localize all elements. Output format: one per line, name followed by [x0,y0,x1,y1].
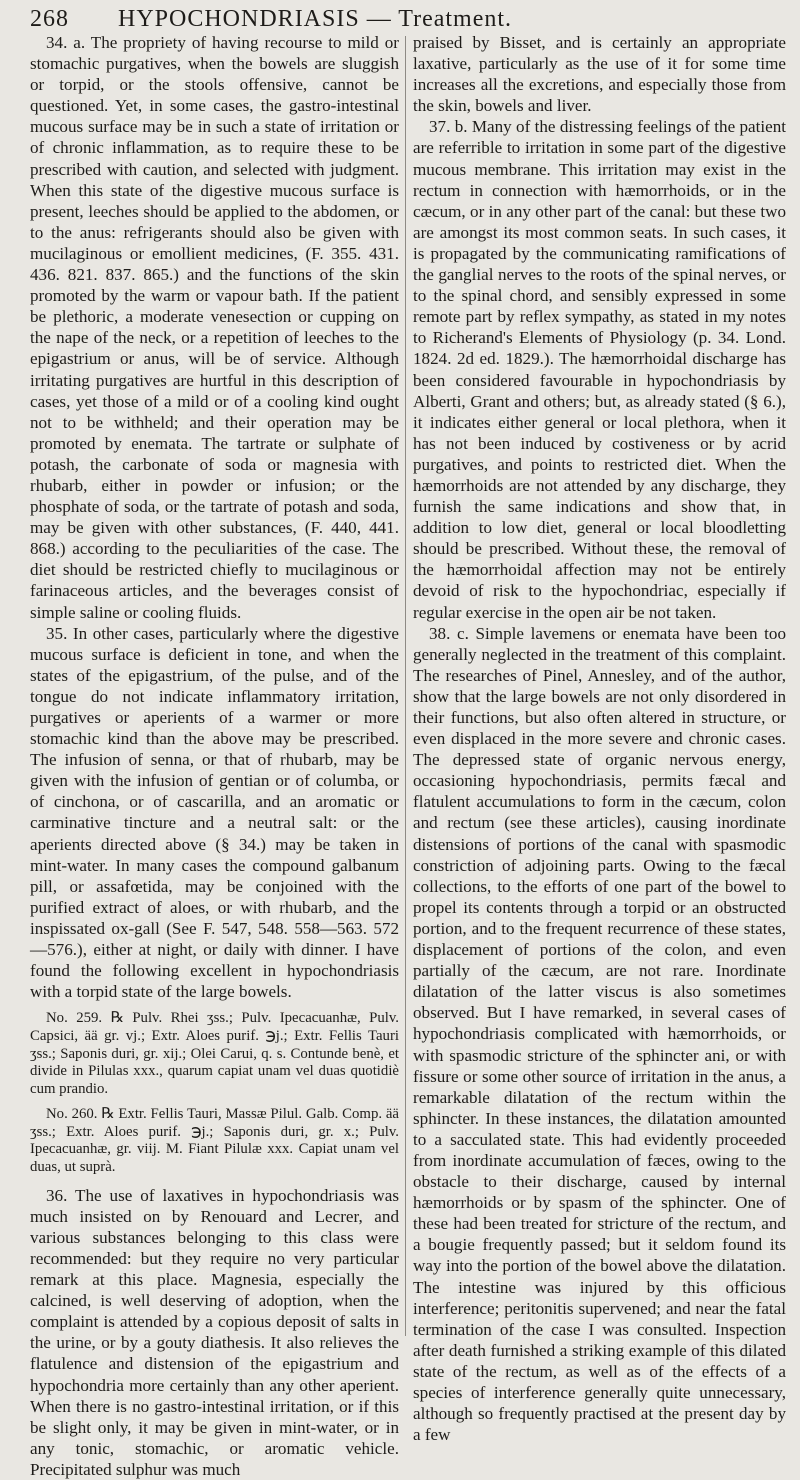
paragraph-36-continued: praised by Bisset, and is certainly an appropriate laxative, particularly as the use of it for some time increases all the excretions, and especially those from the skin, bowels and liver. [413,33,786,116]
prescription-259: No. 259. ℞ Pulv. Rhei ʒss.; Pulv. Ipecacuanhæ, Pulv. Capsici, ää gr. vj.; Extr. Aloes purif. ℈j.; Extr. Fellis Tauri ʒss.; Saponis duri, gr. xij.; Olei Carui, q. s. Contunde benè, et divide in Pilulas xxx., quarum capiat unam vel duas quotidiè cum prandio. [30,1010,399,1097]
page-header [30,4,786,34]
paragraph-34: 34. a. The propriety of having recourse to mild or stomachic purgatives, when the bowels are sluggish or torpid, or the stools offensive, cannot be questioned. Yet, in some cases, the gastro-intestinal mucous surface may be in such a state of irritation or of chronic inflammation, as to require these to be prescribed with caution, and selected with judgment. When this state of the digestive mucous surface is present, leeches should be applied to the abdomen, or to the anus: refrigerants should also be given with mucilaginous or emollient medicines, (F. 355. 431. 436. 821. 837. 865.) and the functions of the skin promoted by the warm or vapour bath. If the patient be plethoric, a moderate venesection or cupping on the nape of the neck, or a repetition of leeches to the epigastrium or anus, will be of service. Although irritating purgatives are hurtful in this description of cases, yet those of a mild or of a cooling kind ought not to be withheld; and their operation may be promoted by enemata. The tartrate or sulphate of potash, the carbonate of soda or magnesia with rhubarb, either in powder or infusion; or the phosphate of soda, or the tartrate of potash and soda, may be given with other substances, (F. 440, 441. 868.) according to the peculiarities of the case. The diet should be restricted chiefly to mucilaginous or farinaceous articles, and the beverages consist of simple saline or cooling fluids. [30,33,399,622]
running-head: HYPOCHONDRIASIS — Treatment. [118,6,513,32]
paragraph-35: 35. In other cases, particularly where the digestive mucous surface is deficient in tone, and when the states of the epigastrium, of the pulse, and of the tongue do not indicate inflammatory irritation, purgatives or aperients of a warmer or more stomachic kind than the above may be prescribed. The infusion of senna, or that of rhubarb, may be given with the infusion of gentian or of columba, or of cinchona, or of cascarilla, and an aromatic or carminative tincture and a neutral salt: or the aperients directed above (§ 34.) may be taken in mint-water. In many cases the compound galbanum pill, or assafœtida, may be conjoined with the purified extract of aloes, or with rhubarb, and the inspissated ox-gall (See F. 547, 548. 558—563. 572—576.), either at night, or daily with dinner. I have found the following excellent in hypochondriasis with a torpid state of the large bowels. [30,623,399,1002]
right-column [413,32,786,1445]
left-column [30,32,399,1480]
page-number: 268 [30,6,69,32]
paragraph-36: 36. The use of laxatives in hypochondriasis was much insisted on by Renouard and Lecrer, and various substances belonging to this class were recommended: but they require no very particular remark at this place. Magnesia, especially the calcined, is well deserving of adoption, when the complaint is attended by a copious deposit of salts in the urine, or by a gouty diathesis. It also relieves the flatulence and distension of the epigastrium and hypochondria more certainly than any other aperient. When there is no gastro-intestinal irritation, or if this be slight only, it may be given in mint-water, or in any tonic, stomachic, or aromatic vehicle. Precipitated sulphur was much [30,1185,399,1479]
paragraph-38: 38. c. Simple lavemens or enemata have been too generally neglected in the treatment of this complaint. The researches of Pinel, Annesley, and of the author, show that the large bowels are not only disordered in their functions, but also often altered in structure, or even displaced in the more severe and chronic cases. The depressed state of organic nervous energy, occasioning hypochondriasis, permits fæcal and flatulent accumulations to form in the cæcum, colon and rectum (see these articles), causing inordinate distensions of portions of the canal with spasmodic constriction of adjoining parts. Owing to the fæcal collections, to the efforts of one part of the bowel to propel its contents through a torpid or an obstructed portion, and to the frequent recurrence of these states, displacement of portions of the colon, and even partially of the cæcum, are not rare. Inordinate dilatation of the latter viscus is also sometimes observed. But I have remarked, in several cases of hypochondriasis complicated with hæmorrhoids, or with spasmodic stricture of the sphincter ani, or with fissure or some other source of irritation in the anus, a remarkable dilatation of the rectum within the sphincter. In these instances, the dilatation amounted to a sacculated state. This had evidently proceeded from inordinate accumulation of fæces, owing to the obstacle to their discharge, caused by internal hæmorrhoids or by spasm of the sphincter. One of these had been treated for stricture of the rectum, and a bougie frequently passed; but it seldom found its way into the portion of the bowel above the dilatation. The intestine was injured by this officious interference; peritonitis supervened; and near the fatal termination of the case I was consulted. Inspection after death furnished a striking example of this dilated state of the rectum, as well as of the effects of a species of interference generally quite unnecessary, although so frequently practised at the present day by a few [413,623,786,1445]
paragraph-37: 37. b. Many of the distressing feelings of the patient are referrible to irritation in some part of the digestive mucous membrane. This irritation may exist in the rectum in connection with hæmorrhoids, or in the cæcum, or in any other part of the canal: but these two are amongst its most common seats. In such cases, it is propagated by the communicating ramifications of the ganglial nerves to the roots of the spinal nerves, or to the spinal chord, and sensibly expressed in some remote part by reflex sympathy, as stated in my notes to Richerand's Elements of Physiology (p. 34. Lond. 1824. 2d ed. 1829.). The hæmorrhoidal discharge has been considered favourable in hypochondriasis by Alberti, Grant and others; but, as already stated (§ 6.), it indicates either general or local plethora, when it has not been induced by costiveness or by acrid purgatives, and points to restricted diet. When the hæmorrhoids are not attended by any discharge, they furnish the same indications and show that, in addition to low diet, general or local bloodletting should be prescribed. Without these, the removal of the hæmorrhoidal affection may not be entirely devoid of risk to the hypochondriac, especially if regular exercise in the open air be not taken. [413,117,786,622]
column-divider [405,36,406,1336]
prescription-260: No. 260. ℞ Extr. Fellis Tauri, Massæ Pilul. Galb. Comp. ää ʒss.; Extr. Aloes purif. ℈j.; Saponis duri, gr. x.; Pulv. Ipecacuanhæ, gr. viij. M. Fiant Pilulæ xxx. Capiat unam vel duas, ut suprà. [30,1106,399,1176]
